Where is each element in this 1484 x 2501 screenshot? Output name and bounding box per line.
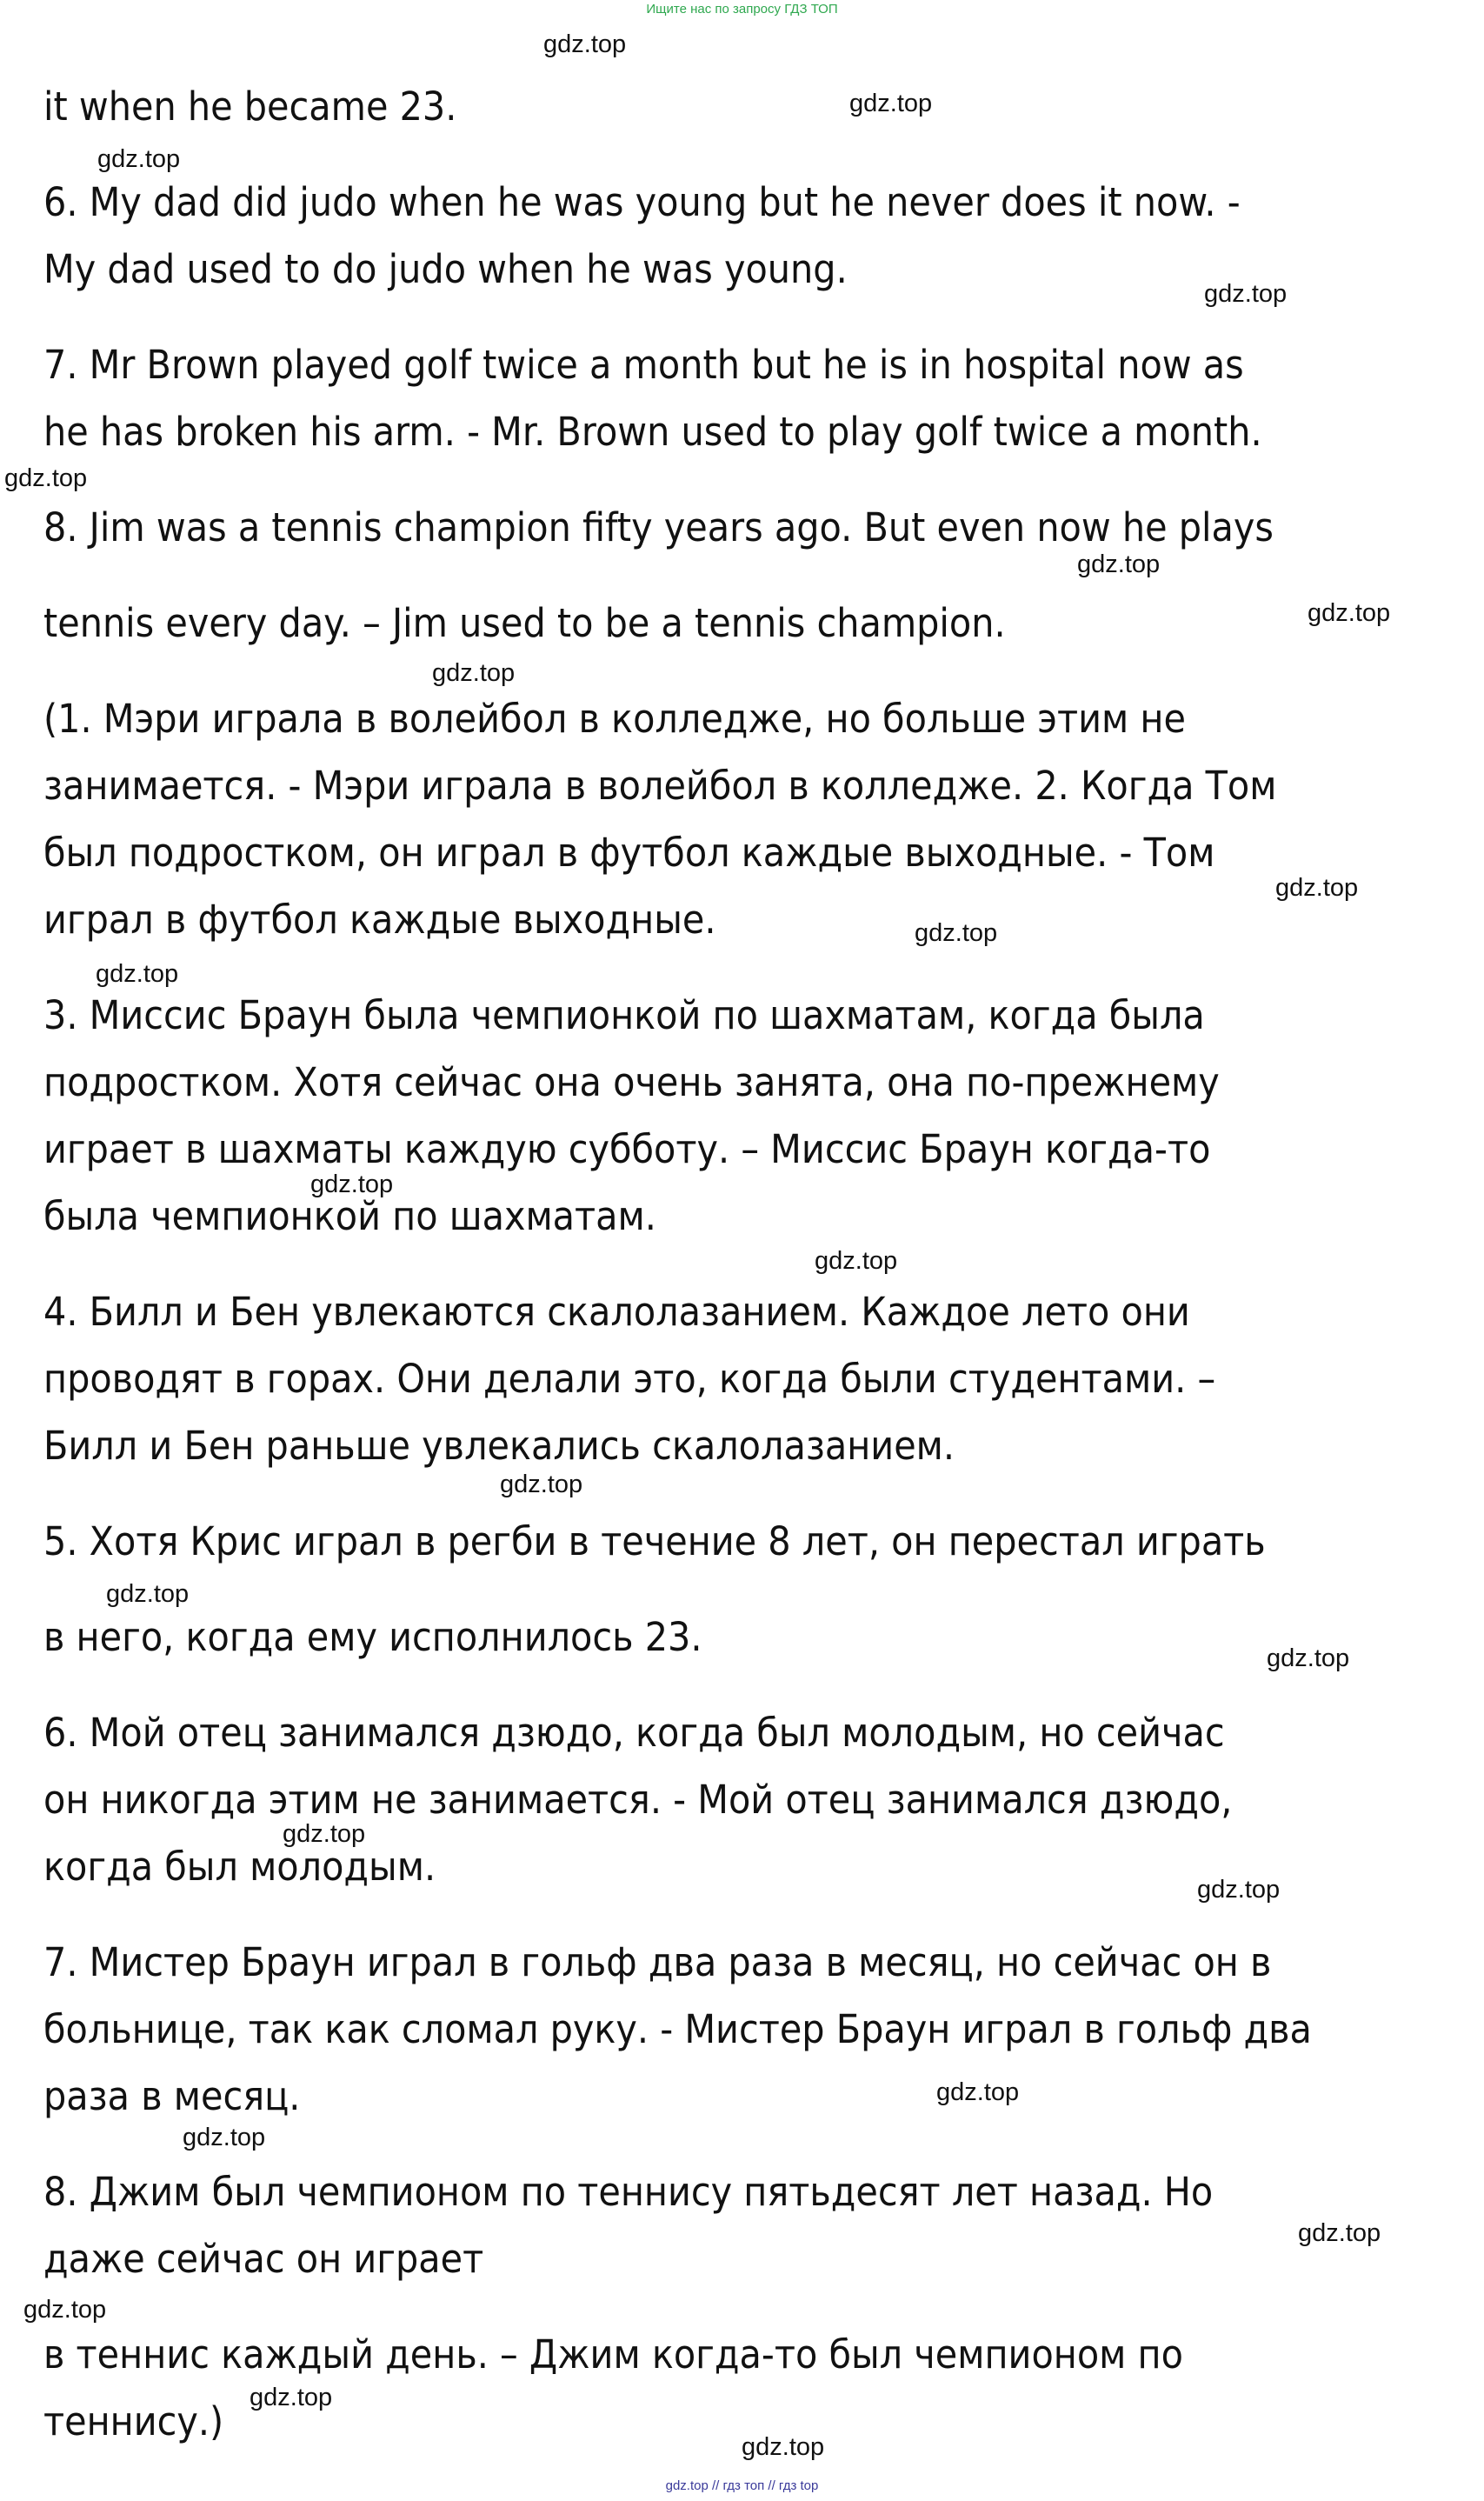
text-line: 6. My dad did judo when he was young but he never does it now. - bbox=[43, 179, 1241, 225]
text-line: даже сейчас он играет bbox=[43, 2236, 484, 2282]
watermark-text: gdz.top bbox=[1267, 1644, 1350, 1672]
watermark-text: gdz.top bbox=[183, 2124, 266, 2151]
watermark-text: gdz.top bbox=[1077, 550, 1161, 578]
text-line: подростком. Хотя сейчас она очень занята, она по-прежнему bbox=[43, 1059, 1220, 1105]
watermark-text: gdz.top bbox=[936, 2078, 1020, 2106]
watermark-text: gdz.top bbox=[96, 960, 179, 988]
text-line: проводят в горах. Они делали это, когда были студентами. – bbox=[43, 1356, 1216, 1402]
text-line: 5. Хотя Крис играл в регби в течение 8 лет, он перестал играть bbox=[43, 1518, 1266, 1564]
watermark-text: gdz.top bbox=[310, 1170, 394, 1198]
text-line: теннису.) bbox=[43, 2398, 224, 2444]
text-line: занимается. - Мэри играла в волейбол в колледже. 2. Когда Том bbox=[43, 763, 1277, 809]
watermark-text: gdz.top bbox=[1308, 599, 1391, 627]
text-line: он никогда этим не занимается. - Мой отец занимался дзюдо, bbox=[43, 1777, 1233, 1823]
text-line: была чемпионкой по шахматам. bbox=[43, 1193, 656, 1239]
text-line: в него, когда ему исполнилось 23. bbox=[43, 1614, 702, 1660]
text-line: 6. Мой отец занимался дзюдо, когда был молодым, но сейчас bbox=[43, 1710, 1225, 1756]
watermark-text: gdz.top bbox=[4, 464, 88, 492]
text-line: играет в шахматы каждую субботу. – Миссис Браун когда-то bbox=[43, 1126, 1211, 1172]
text-line: больнице, так как сломал руку. - Мистер Браун играл в гольф два bbox=[43, 2006, 1312, 2052]
text-line: раза в месяц. bbox=[43, 2073, 301, 2119]
text-line: в теннис каждый день. – Джим когда-то был чемпионом по bbox=[43, 2331, 1183, 2378]
text-line: tennis every day. – Jim used to be a tennis champion. bbox=[43, 600, 1006, 646]
watermark-text: gdz.top bbox=[815, 1247, 898, 1275]
text-line: 8. Jim was a tennis champion fifty years ago. But even now he plays bbox=[43, 504, 1274, 550]
text-line: 8. Джим был чемпионом по теннису пятьдесят лет назад. Но bbox=[43, 2169, 1214, 2215]
top-banner: Ищите нас по запросу ГДЗ ТОП bbox=[646, 2, 838, 17]
watermark-text: gdz.top bbox=[106, 1580, 190, 1608]
watermark-text: gdz.top bbox=[1204, 280, 1288, 308]
watermark-text: gdz.top bbox=[742, 2433, 825, 2461]
watermark-text: gdz.top bbox=[915, 919, 998, 947]
text-line: Билл и Бен раньше увлекались скалолазанием. bbox=[43, 1423, 955, 1469]
text-line: 3. Миссис Браун была чемпионкой по шахматам, когда была bbox=[43, 992, 1205, 1038]
text-line: he has broken his arm. - Mr. Brown used to play golf twice a month. bbox=[43, 409, 1262, 455]
text-line: играл в футбол каждые выходные. bbox=[43, 897, 716, 943]
text-line: был подростком, он играл в футбол каждые выходные. - Том bbox=[43, 830, 1215, 876]
watermark-text: gdz.top bbox=[250, 2384, 333, 2411]
watermark-text: gdz.top bbox=[283, 1820, 366, 1848]
watermark-text: gdz.top bbox=[1275, 874, 1359, 902]
text-line: it when he became 23. bbox=[43, 83, 457, 130]
watermark-text: gdz.top bbox=[500, 1471, 583, 1498]
watermark-text: gdz.top bbox=[849, 90, 933, 117]
text-line: когда был молодым. bbox=[43, 1844, 436, 1890]
text-line: 7. Мистер Браун играл в гольф два раза в месяц, но сейчас он в bbox=[43, 1939, 1272, 1985]
text-line: (1. Мэри играла в волейбол в колледже, но больше этим не bbox=[43, 696, 1186, 742]
text-line: My dad used to do judo when he was young. bbox=[43, 246, 848, 292]
text-line: 7. Mr Brown played golf twice a month but he is in hospital now as bbox=[43, 342, 1244, 388]
watermark-text: gdz.top bbox=[1197, 1876, 1281, 1904]
watermark-text: gdz.top bbox=[543, 30, 627, 58]
text-line: 4. Билл и Бен увлекаются скалолазанием. Каждое лето они bbox=[43, 1289, 1190, 1335]
watermark-text: gdz.top bbox=[97, 145, 181, 173]
watermark-text: gdz.top bbox=[1298, 2219, 1381, 2247]
watermark-text: gdz.top bbox=[432, 659, 516, 687]
watermark-text: gdz.top bbox=[23, 2296, 107, 2324]
footer-links: gdz.top // гдз топ // гдз top bbox=[665, 2478, 819, 2493]
